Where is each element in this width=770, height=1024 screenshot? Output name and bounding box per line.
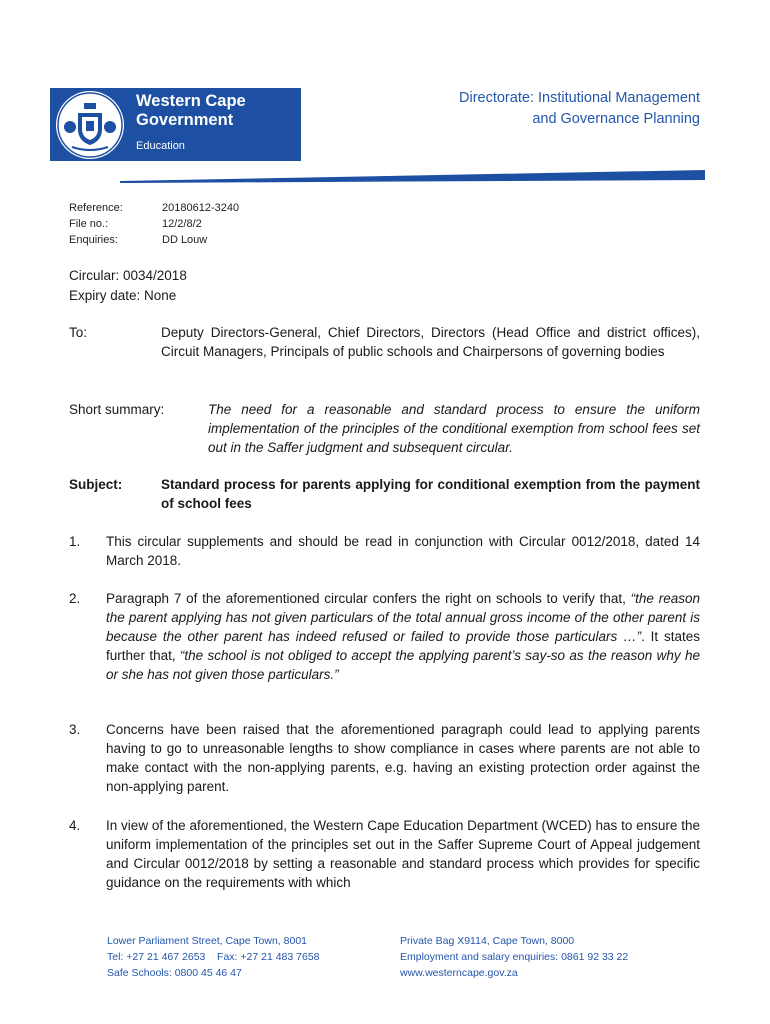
circular-number: Circular: 0034/2018 <box>69 268 187 283</box>
logo-department: Education <box>136 140 185 152</box>
footer-right: Private Bag X9114, Cape Town, 8000 Employment and salary enquiries: 0861 92 33 22 www.westerncape.gov.za <box>400 935 629 979</box>
to-block: To: Deputy Directors-General, Chief Directors, Directors (Head Office and district offices), Circuit Managers, Principals of public schools and Chairpersons of governing bodies <box>69 325 700 359</box>
file-no-row: File no.: 12/2/8/2 <box>69 218 202 230</box>
website-link: www.westerncape.gov.za <box>400 967 518 979</box>
paragraph-3: 3. Concerns have been raised that the aforementioned paragraph could lead to applying parents having to go to unreasonable lengths to show compliance in cases where parents are not able to make contact with the non-applying parents, e.g. having an existing protection order against the non-applying parent. <box>69 722 700 794</box>
directorate-title: Directorate: Institutional Management and Governance Planning <box>459 90 700 127</box>
summary-block: Short summary: The need for a reasonable and standard process to ensure the uniform implementation of the principles of the conditional exemption from school fees set out in the Saffer judgment and subsequent circular. <box>69 402 700 455</box>
reference-block <box>69 200 239 248</box>
footer-left: Lower Parliament Street, Cape Town, 8001 Tel: +27 21 467 2653 Fax: +27 21 483 7658 Safe Schools: 0800 45 46 47 <box>107 935 320 979</box>
paragraph-4: 4. In view of the aforementioned, the Western Cape Education Department (WCED) has to ensure the uniform implementation of the principles set out in the Saffer Supreme Court of Appeal judgement and Circular 0012/2018 by setting a reasonable and standard process which provides for specific guidance on the requirements with which <box>69 818 700 890</box>
paragraph-1: 1. This circular supplements and should be read in conjunction with Circular 0012/2018, dated 14 March 2018. <box>69 534 700 568</box>
wcg-logo <box>50 88 301 161</box>
reference-row: Reference: 20180612-3240 <box>69 202 240 214</box>
enquiries-row: Enquiries: DD Louw <box>69 234 208 246</box>
circular-info <box>69 266 187 306</box>
expiry-date: Expiry date: None <box>69 288 177 303</box>
coat-of-arms-icon <box>56 91 124 159</box>
logo-name: Western Cape Government <box>136 92 246 129</box>
subject-block: Subject: Standard process for parents applying for conditional exemption from the payment of school fees <box>69 477 700 511</box>
paragraph-2: 2. Paragraph 7 of the aforementioned circular confers the right on schools to verify that, “the reason the parent applying has not given particulars of the total annual gross income of the other parent is because the other parent has indeed refused or failed to provide those particulars …”. It states further that, “the school is not obliged to accept the applying parent’s say-so as the reason why he or she has not given those particulars.” <box>69 591 700 682</box>
header-rule <box>120 170 705 184</box>
